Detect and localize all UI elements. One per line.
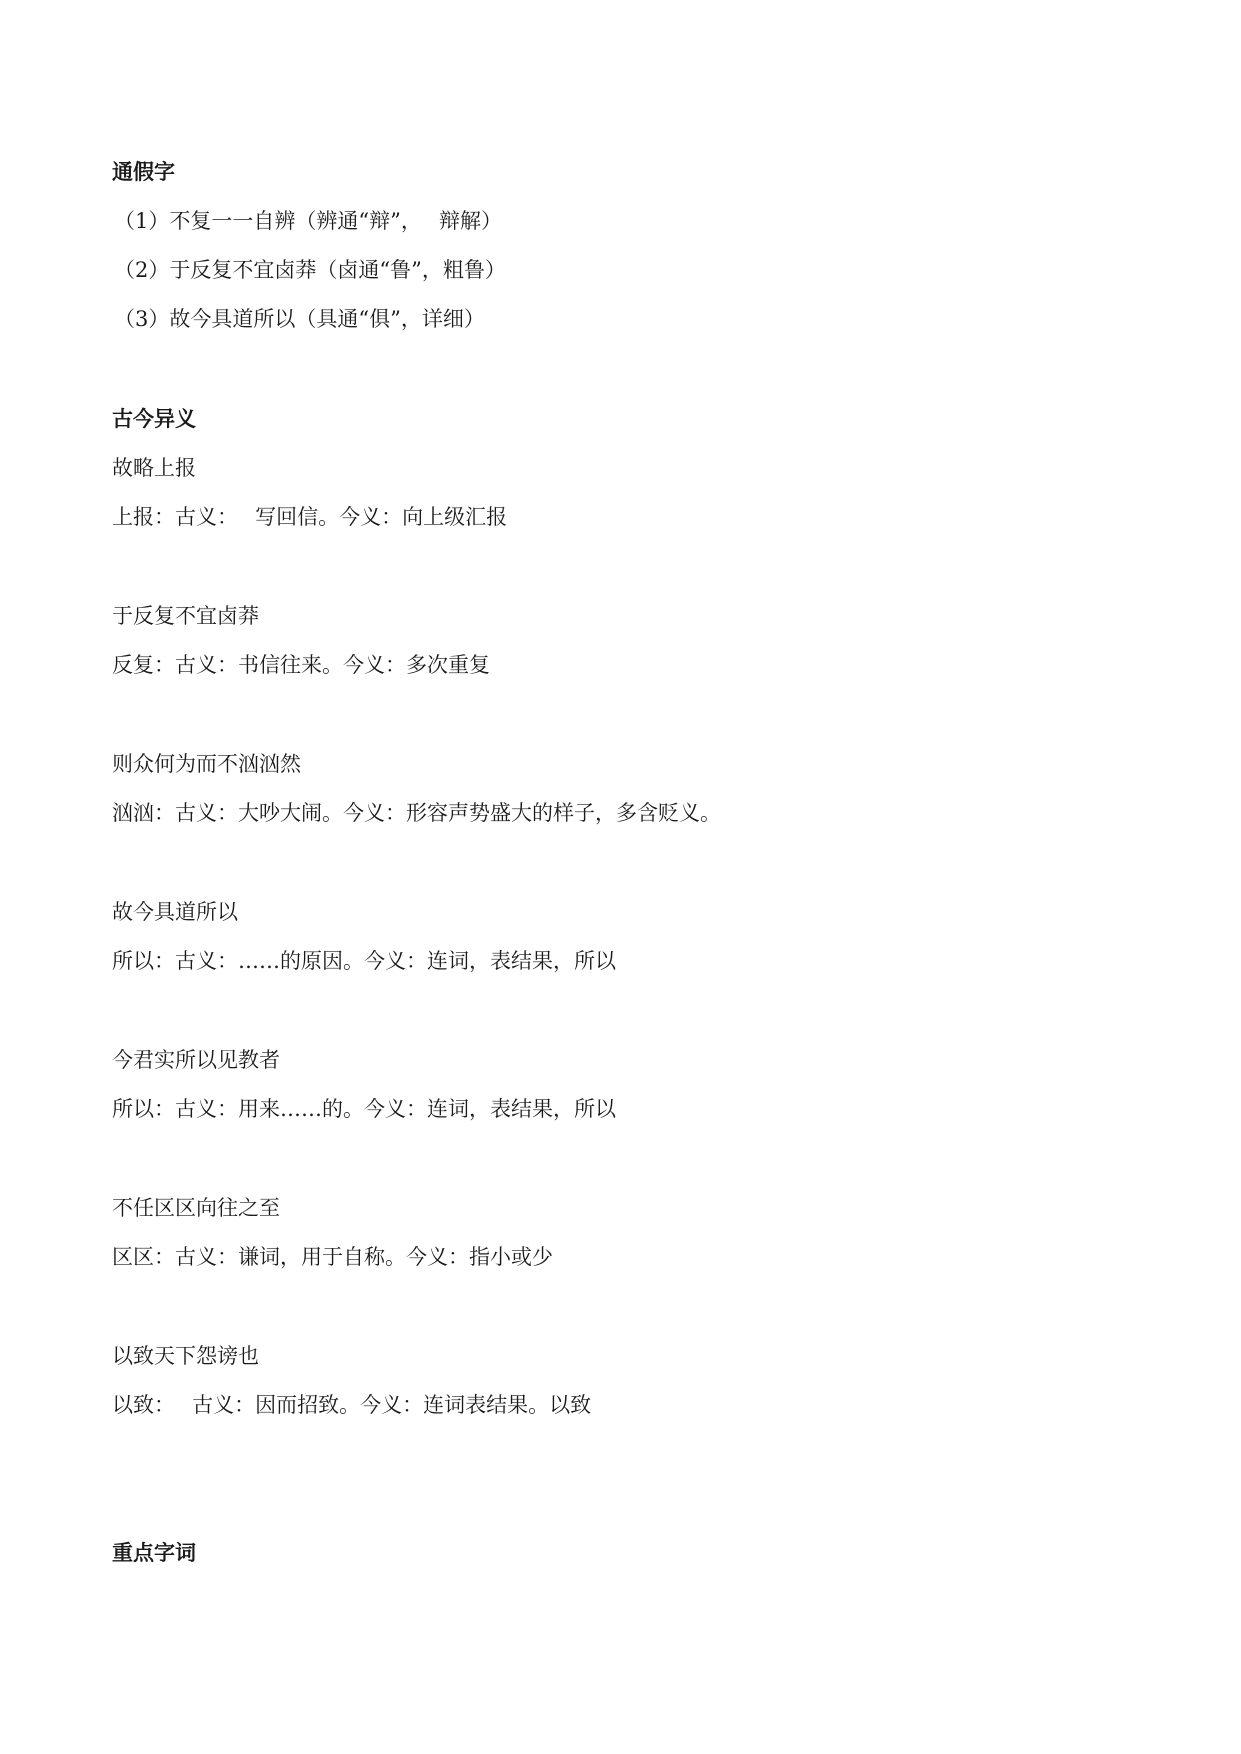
entry-explanation-3: 汹汹：古义：大吵大闹。今义：形容声势盛大的样子，多含贬义。 (112, 801, 721, 825)
tongjiazi-item-2: （2）于反复不宜卤莽（卤通“鲁”，粗鲁） (114, 258, 506, 282)
section-heading-zhongdianzici: 重点字词 (112, 1541, 196, 1565)
entry-explanation-2: 反复：古义：书信往来。今义：多次重复 (112, 653, 490, 677)
section-heading-gujinyiyi: 古今异义 (112, 407, 196, 431)
tongjiazi-item-3: （3）故今具道所以（具通“俱”，详细） (114, 307, 485, 331)
entry-phrase-2: 于反复不宜卤莽 (112, 604, 259, 628)
entry-explanation-6: 区区：古义：谦词，用于自称。今义：指小或少 (112, 1245, 553, 1269)
entry-phrase-5: 今君实所以见教者 (112, 1048, 280, 1072)
entry-explanation-4: 所以：古义：……的原因。今义：连词，表结果，所以 (112, 949, 616, 973)
entry-phrase-1: 故略上报 (112, 456, 196, 480)
entry-phrase-7: 以致天下怨谤也 (112, 1344, 259, 1368)
entry-phrase-3: 则众何为而不汹汹然 (112, 752, 301, 776)
entry-phrase-4: 故今具道所以 (112, 900, 238, 924)
entry-phrase-6: 不任区区向往之至 (112, 1196, 280, 1220)
entry-explanation-1: 上报：古义： 写回信。今义：向上级汇报 (112, 505, 508, 529)
tongjiazi-item-1: （1）不复一一自辨（辨通“辩”， 辩解） (114, 209, 503, 233)
entry-explanation-5: 所以：古义：用来……的。今义：连词，表结果，所以 (112, 1097, 616, 1121)
entry-explanation-7: 以致： 古义：因而招致。今义：连词表结果。以致 (112, 1393, 592, 1417)
section-heading-tongjiazi: 通假字 (112, 160, 175, 184)
